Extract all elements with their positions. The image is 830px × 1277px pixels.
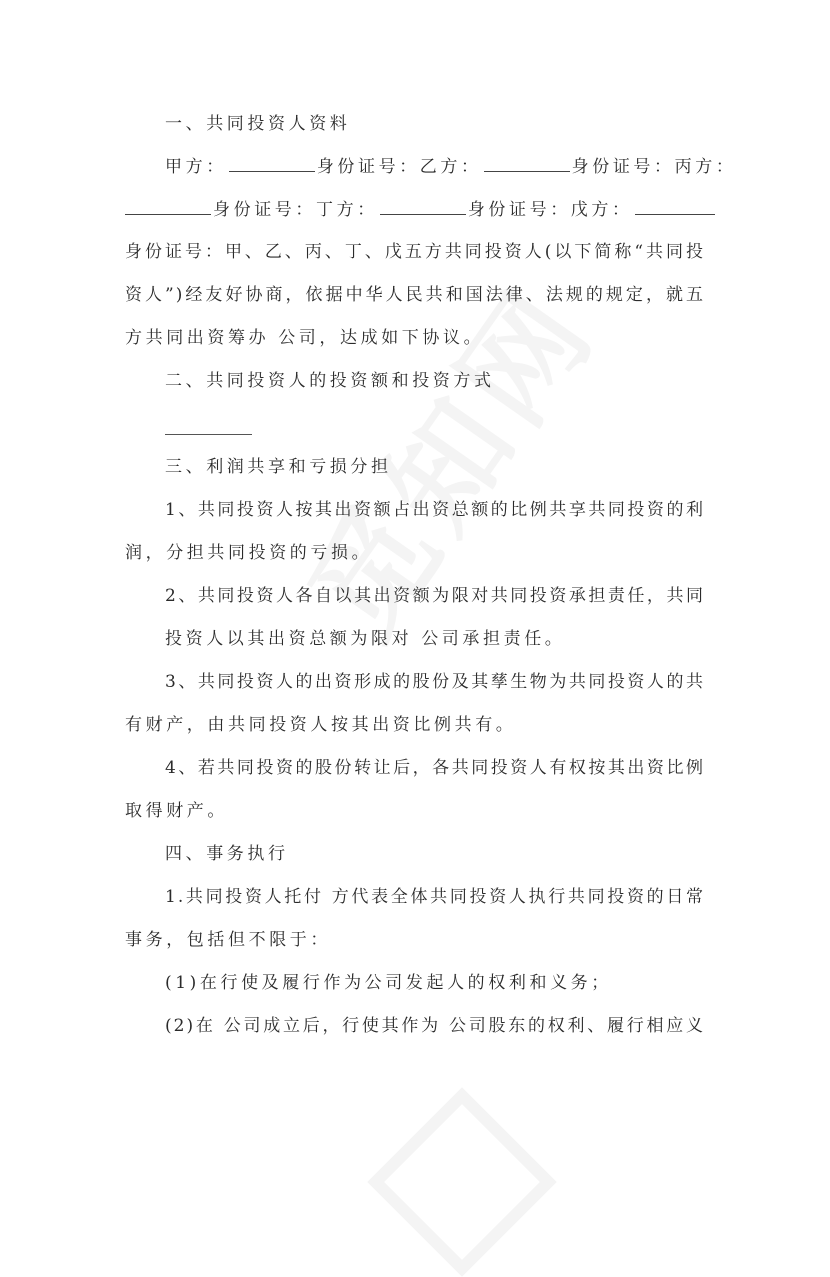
affairs-clause-1-line-1: 1.共同投资人托付 方代表全体共同投资人执行共同投资的日常 bbox=[165, 887, 705, 907]
watermark-logo-icon bbox=[367, 1087, 557, 1277]
profit-clause-3-line-1: 3、共同投资人的出资形成的股份及其孳生物为共同投资人的共 bbox=[165, 672, 705, 692]
party-b-blank bbox=[484, 157, 570, 172]
affairs-item-1: (1)在行使及履行作为公司发起人的权利和义务； bbox=[165, 973, 612, 993]
party-a-label: 甲方： bbox=[165, 157, 227, 177]
parties-line-2 bbox=[125, 199, 705, 221]
party-c-label: 身份证号：丙方： bbox=[571, 157, 737, 177]
section-heading-profit: 三、利润共享和亏损分担 bbox=[165, 457, 392, 477]
profit-clause-4-line-1: 4、若共同投资的股份转让后，各共同投资人有权按其出资比例 bbox=[165, 758, 705, 778]
section-heading-investors: 一、共同投资人资料 bbox=[165, 114, 351, 134]
affairs-clause-1-line-2: 事务，包括但不限于： bbox=[125, 930, 331, 950]
profit-clause-1-line-2: 润，分担共同投资的亏损。 bbox=[125, 543, 373, 563]
party-e-blank bbox=[635, 200, 715, 215]
parties-text-line-4: 资人”)经友好协商，依据中华人民共和国法律、法规的规定，就五 bbox=[125, 285, 705, 305]
parties-line-1 bbox=[165, 156, 737, 178]
parties-text-line-3: 身份证号：甲、乙、丙、丁、戊五方共同投资人(以下简称“共同投 bbox=[125, 242, 705, 262]
section-heading-affairs: 四、事务执行 bbox=[165, 844, 289, 864]
section-heading-investment: 二、共同投资人的投资额和投资方式 bbox=[165, 371, 495, 391]
party-e-label: 身份证号：戊方： bbox=[467, 200, 633, 220]
party-a-blank bbox=[229, 157, 315, 172]
profit-clause-2-line-1: 2、共同投资人各自以其出资额为限对共同投资承担责任，共同 bbox=[165, 586, 705, 606]
party-d-blank bbox=[380, 200, 466, 215]
investment-blank bbox=[165, 434, 252, 435]
parties-text-line-5: 方共同出资筹办 公司，达成如下协议。 bbox=[125, 328, 485, 348]
party-b-label: 身份证号：乙方： bbox=[316, 157, 482, 177]
party-d-label: 身份证号：丁方： bbox=[213, 200, 378, 220]
profit-clause-2-line-2: 投资人以其出资总额为限对 公司承担责任。 bbox=[165, 629, 566, 649]
profit-clause-4-line-2: 取得财产。 bbox=[125, 801, 228, 821]
affairs-item-2: (2)在 公司成立后，行使其作为 公司股东的权利、履行相应义 bbox=[165, 1016, 705, 1036]
party-c-blank bbox=[125, 200, 211, 215]
profit-clause-1-line-1: 1、共同投资人按其出资额占出资总额的比例共享共同投资的利 bbox=[165, 500, 705, 520]
profit-clause-3-line-2: 有财产，由共同投资人按其出资比例共有。 bbox=[125, 715, 517, 735]
